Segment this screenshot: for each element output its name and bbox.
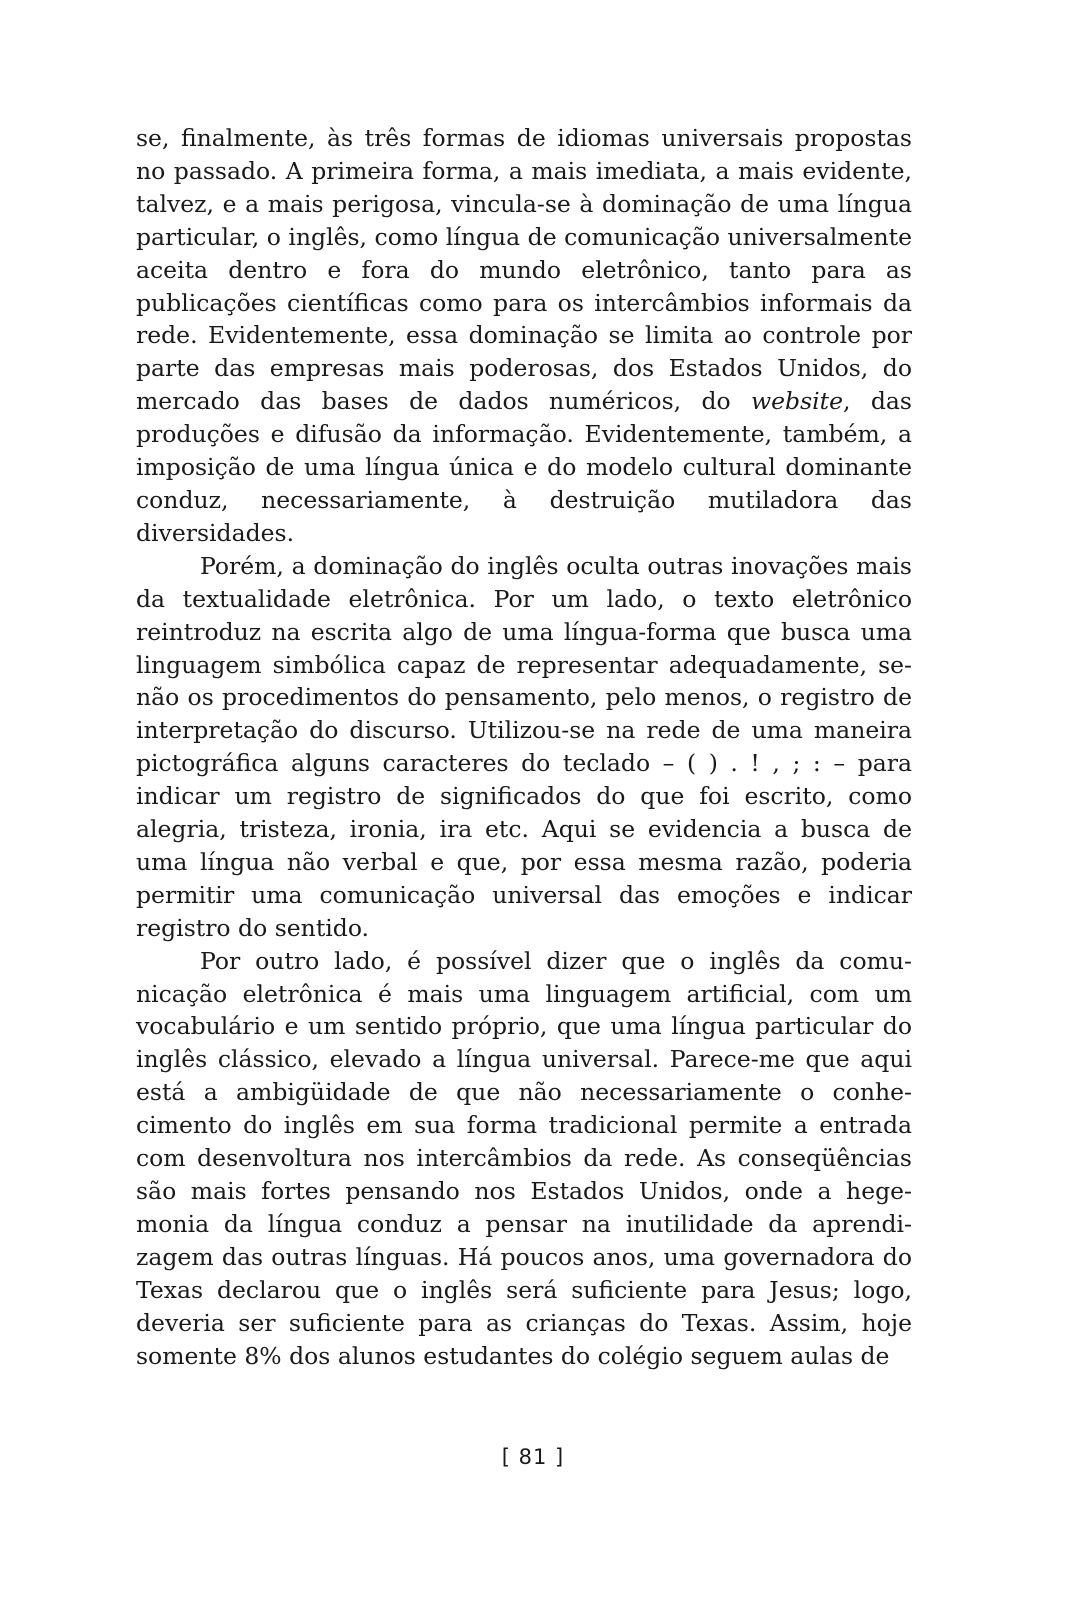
paragraph-3: Por outro lado, é possível dizer que o inglês da comunicação eletrônica é mais uma linguagem artificial, com um vocabulário e um sentido próprio, que uma língua particular do inglês clássico, elevado a língua universal. Parece-me que aqui está a ambigüidade de que não necessariamente o conhecimento do inglês em sua forma tradicional permite a entrada com desenvoltura nos intercâmbios da rede. As conseqüências são mais fortes pensando nos Estados Unidos, onde a hegemonia da língua conduz a pensar na inutilidade da aprendizagem das outras línguas. Há poucos anos, uma governadora do Texas declarou que o inglês será suficiente para Jesus; logo, deveria ser suficiente para as crianças do Texas. Assim, hoje somente 8% dos alunos estudantes do colégio seguem aulas de [136,946,912,1370]
body-text [136,122,912,1372]
paragraph-2: Porém, a dominação do inglês oculta outras inovações mais da textualidade eletrônica. Por um lado, o texto eletrônico reintroduz na escrita algo de uma língua-forma que busca uma linguagem simbólica capaz de representar adequadamente, senão os procedimentos do pensamento, pelo menos, o registro de interpretação do discurso. Utilizou-se na rede de uma maneira pictográfica alguns caracteres do teclado – ( ) . ! , ; : – para indicar um registro de significados do que foi escrito, como alegria, tristeza, ironia, ira etc. Aqui se evidencia a busca de uma língua não verbal e que, por essa mesma razão, poderia permitir uma comunicação universal das emoções e indicar registro do sentido. [136,551,912,942]
paragraph-1-text-end: , das produções e difusão da informação. Evidentemente, também, a imposição de uma língua única e do modelo cultural dominante conduz, necessariamente, à destruição mutiladora das diversidades. [136,387,912,547]
page-number: [ 81 ] [501,1445,565,1469]
paragraph-1 [136,122,912,550]
paragraph-1-text-start: se, finalmente, às três formas de idiomas universais propostas no passado. A primeira forma, a mais imediata, a mais evidente, talvez, e a mais perigosa, vincula-se à dominação de uma língua particular, o inglês, como língua de comunicação universalmente aceita dentro e fora do mundo eletrônico, tanto para as publicações científicas como para os intercâmbios informais da rede. Evidentemente, essa dominação se limita ao controle por parte das empresas mais poderosas, dos Estados Unidos, do mercado das bases de dados numéricos, do [136,124,912,416]
italic-word-website: website [751,387,844,416]
